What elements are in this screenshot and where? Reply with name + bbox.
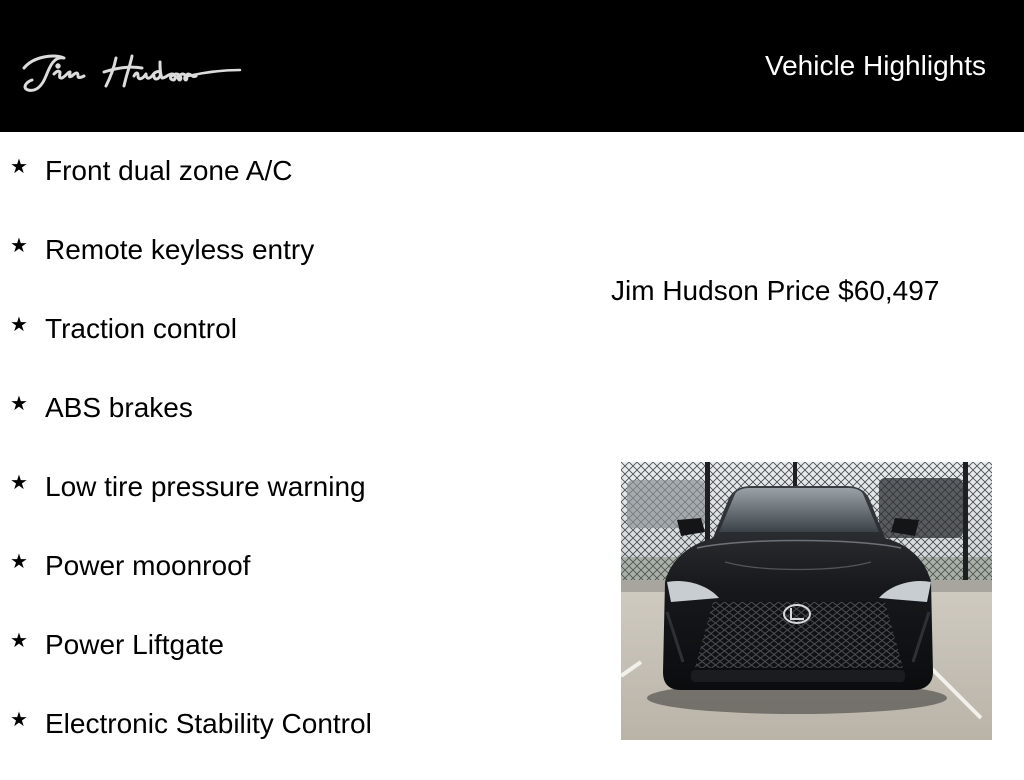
page-title: Vehicle Highlights <box>764 50 986 81</box>
feature-item <box>0 464 372 543</box>
vehicle-photo <box>621 462 992 740</box>
jim-hudson-logo <box>20 46 244 98</box>
feature-list <box>0 148 372 780</box>
feature-label: Power Liftgate <box>45 629 224 660</box>
feature-label: Traction control <box>45 313 237 344</box>
feature-label: Power moonroof <box>45 550 251 581</box>
feature-label: Front dual zone A/C <box>45 155 293 186</box>
feature-item <box>0 306 372 385</box>
feature-label: ABS brakes <box>45 392 193 423</box>
feature-label: Electronic Stability Control <box>45 708 372 739</box>
feature-item <box>0 622 372 701</box>
star-icon: ★ <box>10 551 28 573</box>
feature-item <box>0 385 372 464</box>
star-icon: ★ <box>10 709 28 731</box>
header-bar <box>0 0 1024 132</box>
star-icon: ★ <box>10 630 28 652</box>
feature-item <box>0 543 372 622</box>
feature-item <box>0 227 372 306</box>
star-icon: ★ <box>10 314 28 336</box>
feature-item <box>0 148 372 227</box>
feature-label: Remote keyless entry <box>45 234 315 265</box>
star-icon: ★ <box>10 472 28 494</box>
feature-label: Low tire pressure warning <box>45 471 366 502</box>
price-label: Jim Hudson Price $60,497 <box>611 275 940 306</box>
feature-item <box>0 701 372 780</box>
star-icon: ★ <box>10 156 28 178</box>
star-icon: ★ <box>10 235 28 257</box>
star-icon: ★ <box>10 393 28 415</box>
